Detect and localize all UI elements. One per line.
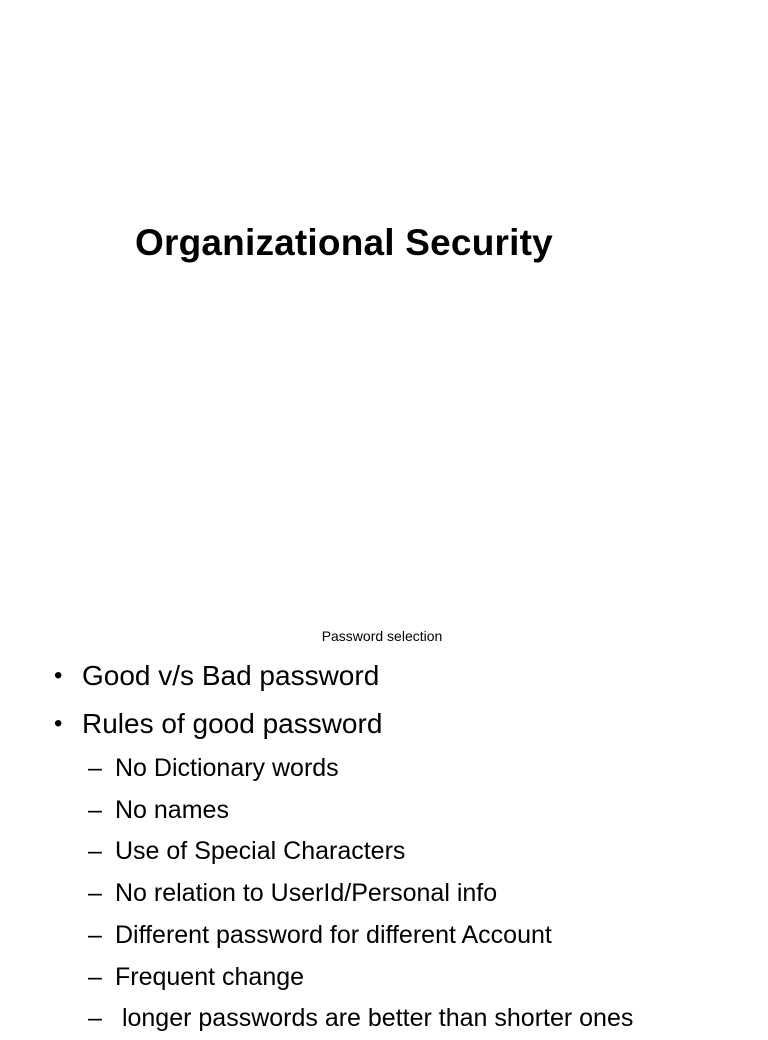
dash-marker: –	[88, 795, 102, 824]
sub-bullet-item	[0, 915, 768, 957]
sub-bullet-text: Different password for different Account	[115, 920, 552, 949]
sub-bullet-item	[0, 957, 768, 999]
slide-title: Organizational Security	[135, 222, 553, 263]
dash-marker: –	[88, 962, 102, 991]
bullet-list	[0, 652, 768, 1040]
bullet-text: Rules of good password	[82, 708, 383, 739]
sub-bullet-text: No relation to UserId/Personal info	[115, 879, 498, 908]
sub-bullet-item	[0, 790, 768, 832]
sub-bullet-text: Use of Special Characters	[115, 837, 406, 866]
dash-marker: –	[88, 920, 102, 949]
bullet-marker: •	[54, 710, 63, 737]
dash-marker: –	[88, 754, 102, 782]
sub-bullet-item	[0, 873, 768, 915]
sub-bullet-item	[0, 998, 768, 1040]
dash-marker: –	[88, 837, 102, 866]
sub-bullet-text: No Dictionary words	[115, 754, 339, 782]
sub-bullet-text: No names	[115, 795, 229, 824]
bullet-item	[0, 652, 768, 700]
bullet-item	[0, 700, 768, 748]
bullet-text: Good v/s Bad password	[82, 660, 380, 691]
sub-bullet-item	[0, 831, 768, 873]
dash-marker: –	[88, 1004, 102, 1033]
sub-bullet-text: Frequent change	[115, 962, 305, 991]
sub-bullet-item	[0, 748, 768, 790]
dash-marker: –	[88, 879, 102, 908]
bullet-marker: •	[54, 662, 63, 689]
slide-subtitle: Password selection	[321, 628, 443, 644]
sub-bullet-text: longer passwords are better than shorter ones	[115, 1004, 634, 1033]
